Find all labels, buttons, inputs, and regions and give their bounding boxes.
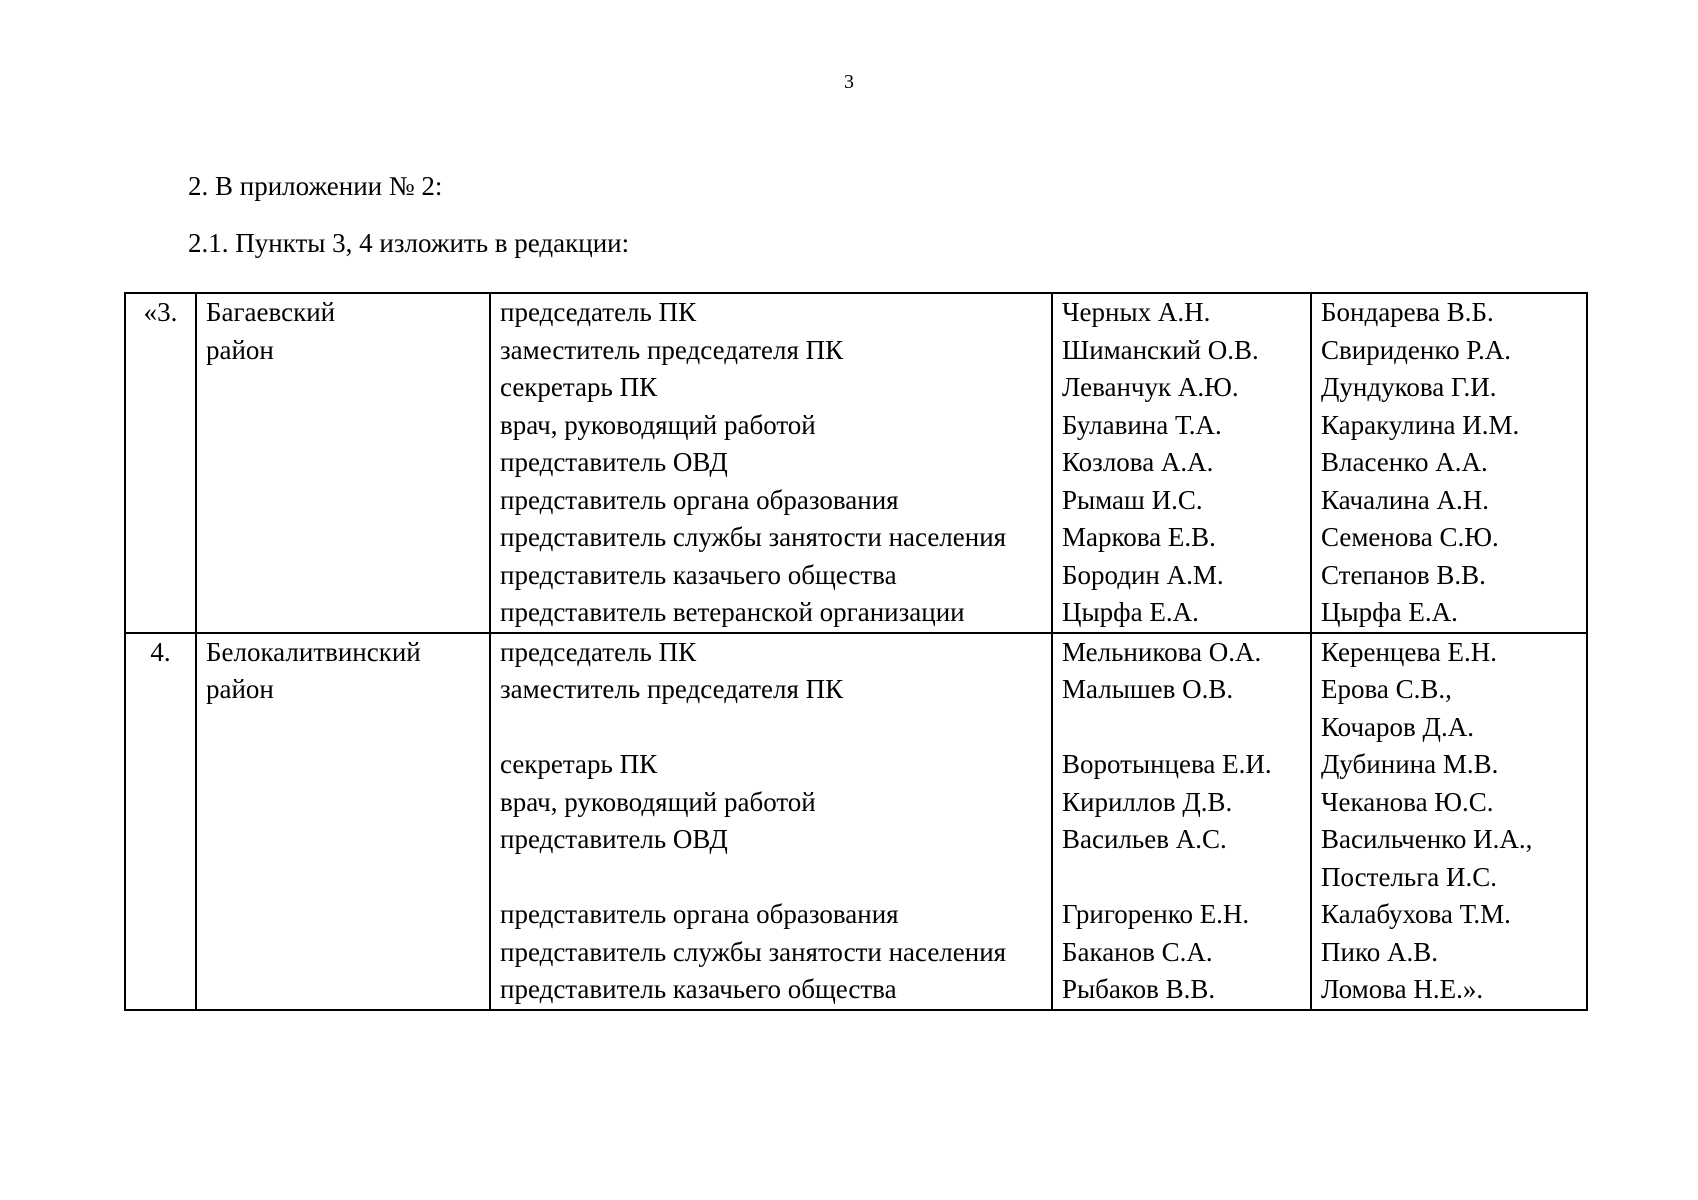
member-name: Воротынцева Е.И.	[1062, 749, 1272, 779]
role-text: представитель органа образования	[500, 484, 899, 515]
paragraph-items-3-4: 2.1. Пункты 3, 4 изложить в редакции:	[188, 228, 630, 258]
member-name: Черных А.Н.	[1062, 297, 1211, 327]
district-cell	[196, 293, 490, 633]
role-text: заместитель председателя ПК	[500, 334, 844, 365]
alternate-name: Семенова С.Ю.	[1321, 522, 1499, 552]
role-text: председатель ПК	[500, 297, 697, 327]
row-number-cell	[125, 293, 196, 633]
alternate-name: Пико А.В.	[1321, 936, 1438, 967]
alternate-name: Качалина А.Н.	[1321, 484, 1489, 515]
members-cell	[1052, 633, 1311, 1010]
role-text: представитель ОВД	[500, 447, 728, 477]
table-row	[125, 293, 1587, 633]
alternate-name: Свириденко Р.А.	[1321, 334, 1511, 365]
alternate-name: Калабухова Т.М.	[1321, 899, 1511, 929]
role-text: представитель ОВД	[500, 824, 728, 854]
role-text: врач, руководящий работой	[500, 409, 816, 440]
role-text: врач, руководящий работой	[500, 786, 816, 817]
alternate-name: Кочаров Д.А.	[1321, 711, 1474, 742]
role-text: председатель ПК	[500, 636, 697, 667]
alternate-name: Каракулина И.М.	[1321, 409, 1520, 440]
table-row	[125, 633, 1587, 1010]
row-number: «3.	[143, 297, 178, 327]
member-name: Григоренко Е.Н.	[1062, 899, 1250, 929]
district-name: Багаевский	[206, 297, 336, 327]
row-number-cell	[125, 633, 196, 1010]
member-name: Леванчук А.Ю.	[1062, 372, 1239, 402]
roles-cell	[490, 633, 1052, 1010]
page-number: 3	[844, 71, 854, 93]
alternate-name: Степанов В.В.	[1321, 559, 1486, 590]
member-name: Малышев О.В.	[1062, 674, 1234, 704]
alternate-name: Цырфа Е.А.	[1321, 597, 1458, 627]
roles-cell	[490, 293, 1052, 633]
alternate-name: Керенцева Е.Н.	[1321, 636, 1497, 667]
district-name: Белокалитвинский	[206, 636, 421, 667]
role-text: представитель казачьего общества	[500, 559, 897, 590]
paragraph-appendix-2: 2. В приложении № 2:	[188, 171, 443, 201]
member-name: Баканов С.А.	[1062, 936, 1213, 967]
role-text: представитель службы занятости населения	[500, 522, 1007, 552]
district-name: район	[206, 334, 274, 365]
alternate-name: Чеканова Ю.С.	[1321, 786, 1494, 817]
member-name: Рымаш И.С.	[1062, 484, 1203, 515]
alternate-name: Дубинина М.В.	[1321, 749, 1499, 779]
member-name	[1062, 859, 1301, 897]
alternate-name: Дундукова Г.И.	[1321, 372, 1497, 402]
member-name: Булавина Т.А.	[1062, 409, 1222, 440]
member-name	[1062, 709, 1301, 747]
member-name: Мельникова О.А.	[1062, 636, 1262, 667]
role-text: секретарь ПК	[500, 372, 658, 402]
members-cell	[1052, 293, 1311, 633]
member-name: Козлова А.А.	[1062, 447, 1214, 477]
district-cell	[196, 633, 490, 1010]
role-text: представитель ветеранской организации	[500, 597, 965, 627]
member-name: Бородин А.М.	[1062, 559, 1224, 590]
alternate-name: Власенко А.А.	[1321, 447, 1488, 477]
role-text: представитель службы занятости населения	[500, 936, 1007, 967]
member-name: Кириллов Д.В.	[1062, 786, 1233, 817]
alternates-cell	[1311, 293, 1587, 633]
row-number: 4.	[150, 636, 171, 667]
role-text: заместитель председателя ПК	[500, 674, 844, 704]
role-text: представитель казачьего общества	[500, 974, 897, 1004]
alternate-name: Постельга И.С.	[1321, 861, 1498, 892]
alternate-name: Васильченко И.А.,	[1321, 824, 1533, 854]
role-text: представитель органа образования	[500, 899, 899, 929]
alternates-cell	[1311, 633, 1587, 1010]
alternate-name: Бондарева В.Б.	[1321, 297, 1494, 327]
member-name: Шиманский О.В.	[1062, 334, 1259, 365]
role-text	[500, 709, 1042, 747]
alternate-name: Ломова Н.Е.».	[1321, 974, 1484, 1004]
member-name: Цырфа Е.А.	[1062, 597, 1199, 627]
role-text	[500, 859, 1042, 897]
member-name: Маркова Е.В.	[1062, 522, 1216, 552]
member-name: Рыбаков В.В.	[1062, 974, 1216, 1004]
alternate-name: Ерова С.В.,	[1321, 674, 1452, 704]
district-name: район	[206, 674, 274, 704]
member-name: Васильев А.С.	[1062, 824, 1227, 854]
commission-table	[124, 292, 1588, 1011]
role-text: секретарь ПК	[500, 749, 658, 779]
